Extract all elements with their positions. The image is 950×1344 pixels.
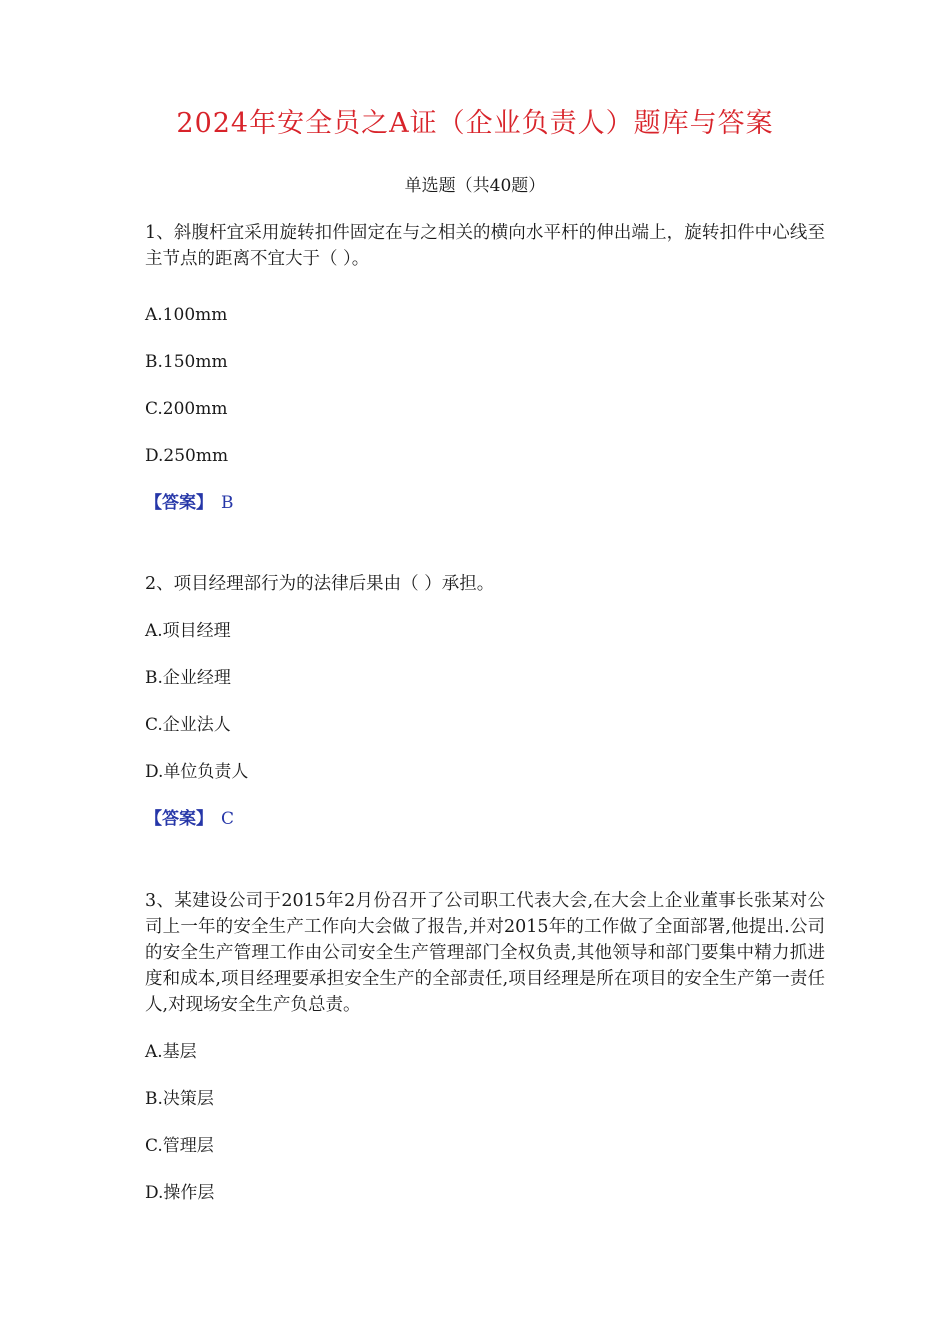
question-stem: 2、项目经理部行为的法律后果由（ ）承担。 — [145, 574, 495, 594]
question-stem: 1、斜腹杆宜采用旋转扣件固定在与之相关的横向水平杆的伸出端上，旋转扣件中心线至主节点的距离不宜大于（ ）。 — [145, 223, 825, 269]
section-heading: 单选题（共40题） — [404, 176, 546, 196]
question-1 — [145, 220, 825, 516]
document-title: 2024年安全员之A证（企业负责人）题库与答案 — [176, 108, 774, 139]
question-list — [145, 220, 825, 1206]
question-3 — [145, 888, 825, 1206]
option-d: D.250mm — [145, 446, 229, 466]
answer-tag: 【答案】 — [145, 809, 213, 829]
answer-tag: 【答案】 — [145, 493, 213, 513]
option-a: A.基层 — [145, 1042, 197, 1062]
option-d: D.操作层 — [145, 1183, 215, 1203]
option-c: C.管理层 — [145, 1136, 214, 1156]
answer-value: B — [221, 493, 234, 513]
option-c: C.200mm — [145, 399, 228, 419]
answer-line — [145, 806, 825, 832]
option-b: B.企业经理 — [145, 668, 231, 688]
option-a: A.100mm — [145, 305, 228, 325]
option-b: B.决策层 — [145, 1089, 214, 1109]
question-stem: 3、某建设公司于2015年2月份召开了公司职工代表大会,在大会上企业董事长张某对公司上一年的安全生产工作向大会做了报告,并对2015年的工作做了全面部署,他提出.公司的安全生产管理工作由公司安全生产管理部门全权负责,其他领导和部门要集中精力抓进度和成本,项目经理要承担安全生产的全部责任,项目经理是所在项目的安全生产第一责任人,对现场安全生产负总责。 — [145, 891, 825, 1015]
question-2 — [145, 571, 825, 832]
option-a: A.项目经理 — [145, 621, 231, 641]
option-d: D.单位负责人 — [145, 762, 249, 782]
answer-value: C — [221, 809, 235, 829]
option-b: B.150mm — [145, 352, 228, 372]
option-c: C.企业法人 — [145, 715, 231, 735]
answer-line — [145, 490, 825, 516]
